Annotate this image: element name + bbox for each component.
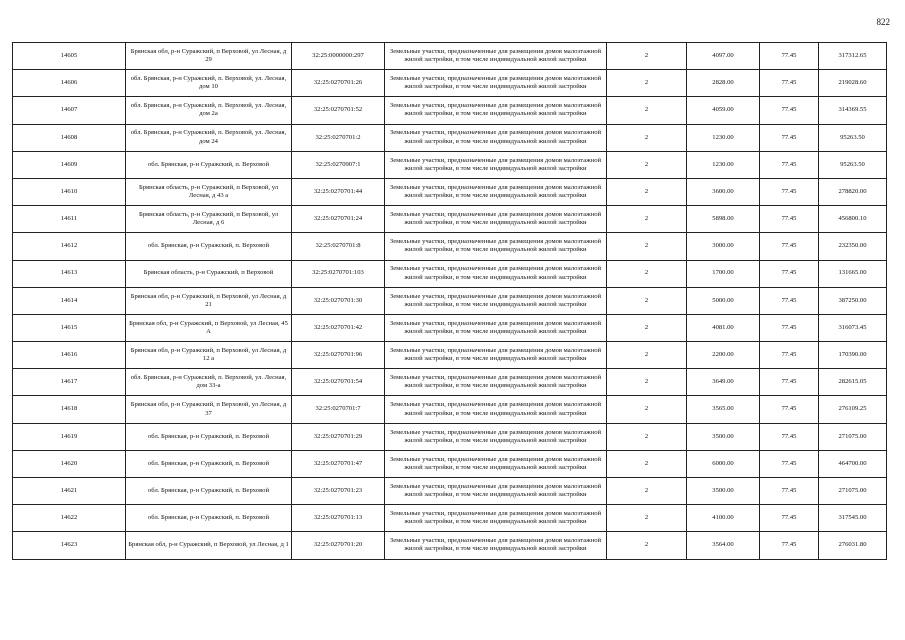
specific-value-cell: 77.45	[760, 206, 819, 233]
address-cell: Брянская обл, р-н Суражский, п Верховой, ул Лесная, д 37	[126, 396, 292, 423]
record-number-cell: 14606	[13, 70, 126, 97]
group-cell: 2	[607, 178, 687, 205]
table-row	[13, 396, 887, 423]
cadastral-value-cell: 219028.60	[819, 70, 887, 97]
area-cell: 3500.00	[687, 423, 760, 450]
specific-value-cell: 77.45	[760, 233, 819, 260]
specific-value-cell: 77.45	[760, 70, 819, 97]
cadastral-value-cell: 314369.55	[819, 97, 887, 124]
cadastral-value-cell: 464700.00	[819, 450, 887, 477]
record-number-cell: 14620	[13, 450, 126, 477]
cadastral-number-cell: 32:25:0270701:42	[292, 314, 385, 341]
land-use-cell: Земельные участки, предназначенные для размещения домов малоэтажной жилой застройки, в том числе индивидуальной жилой застройки	[385, 423, 607, 450]
table-row	[13, 151, 887, 178]
group-cell: 2	[607, 314, 687, 341]
cadastral-value-cell: 278820.00	[819, 178, 887, 205]
group-cell: 2	[607, 423, 687, 450]
table-row	[13, 532, 887, 559]
area-cell: 2828.00	[687, 70, 760, 97]
cadastral-number-cell: 32:25:0270701:23	[292, 478, 385, 505]
land-use-cell: Земельные участки, предназначенные для размещения домов малоэтажной жилой застройки, в том числе индивидуальной жилой застройки	[385, 314, 607, 341]
area-cell: 2200.00	[687, 342, 760, 369]
area-cell: 4097.00	[687, 43, 760, 70]
group-cell: 2	[607, 396, 687, 423]
table-row	[13, 97, 887, 124]
table-body	[13, 43, 887, 560]
land-use-cell: Земельные участки, предназначенные для размещения домов малоэтажной жилой застройки, в том числе индивидуальной жилой застройки	[385, 260, 607, 287]
area-cell: 3600.00	[687, 178, 760, 205]
land-use-cell: Земельные участки, предназначенные для размещения домов малоэтажной жилой застройки, в том числе индивидуальной жилой застройки	[385, 70, 607, 97]
address-cell: обл. Брянская, р-н Суражский, п. Верховой	[126, 450, 292, 477]
land-use-cell: Земельные участки, предназначенные для размещения домов малоэтажной жилой застройки, в том числе индивидуальной жилой застройки	[385, 178, 607, 205]
address-cell: Брянская область, р-н Суражский, п Верховой, ул Лесная, д 6	[126, 206, 292, 233]
specific-value-cell: 77.45	[760, 450, 819, 477]
record-number-cell: 14607	[13, 97, 126, 124]
record-number-cell: 14615	[13, 314, 126, 341]
land-use-cell: Земельные участки, предназначенные для размещения домов малоэтажной жилой застройки, в том числе индивидуальной жилой застройки	[385, 532, 607, 559]
group-cell: 2	[607, 97, 687, 124]
table-row	[13, 450, 887, 477]
group-cell: 2	[607, 478, 687, 505]
table-row	[13, 287, 887, 314]
table-row	[13, 260, 887, 287]
specific-value-cell: 77.45	[760, 151, 819, 178]
group-cell: 2	[607, 342, 687, 369]
address-cell: обл. Брянская, р-н Суражский, п. Верховой	[126, 233, 292, 260]
specific-value-cell: 77.45	[760, 532, 819, 559]
area-cell: 3000.00	[687, 233, 760, 260]
address-cell: Брянская обл, р-н Суражский, п Верховой, ул Лесная, д 29	[126, 43, 292, 70]
address-cell: Брянская обл, р-н Суражский, п Верховой, ул Лесная, д 12 а	[126, 342, 292, 369]
address-cell: обл. Брянская, р-н Суражский, п. Верховой, ул. Лесная, дом 24	[126, 124, 292, 151]
group-cell: 2	[607, 369, 687, 396]
table-row	[13, 314, 887, 341]
cadastral-number-cell: 32:25:0270907:1	[292, 151, 385, 178]
record-number-cell: 14619	[13, 423, 126, 450]
record-number-cell: 14617	[13, 369, 126, 396]
address-cell: обл. Брянская, р-н Суражский, п. Верховой	[126, 505, 292, 532]
land-use-cell: Земельные участки, предназначенные для размещения домов малоэтажной жилой застройки, в том числе индивидуальной жилой застройки	[385, 478, 607, 505]
land-use-cell: Земельные участки, предназначенные для размещения домов малоэтажной жилой застройки, в том числе индивидуальной жилой застройки	[385, 342, 607, 369]
group-cell: 2	[607, 287, 687, 314]
address-cell: Брянская обл, р-н Суражский, п Верховой, ул Лесная, д 1	[126, 532, 292, 559]
record-number-cell: 14611	[13, 206, 126, 233]
table-row	[13, 178, 887, 205]
record-number-cell: 14618	[13, 396, 126, 423]
area-cell: 1230.00	[687, 124, 760, 151]
cadastral-number-cell: 32:25:0270701:2	[292, 124, 385, 151]
cadastral-number-cell: 32:25:0270701:29	[292, 423, 385, 450]
cadastral-value-cell: 387250.00	[819, 287, 887, 314]
specific-value-cell: 77.45	[760, 287, 819, 314]
specific-value-cell: 77.45	[760, 260, 819, 287]
land-use-cell: Земельные участки, предназначенные для размещения домов малоэтажной жилой застройки, в том числе индивидуальной жилой застройки	[385, 43, 607, 70]
record-number-cell: 14616	[13, 342, 126, 369]
address-cell: обл. Брянская, р-н Суражский, п. Верховой, ул. Лесная, дом 33-а	[126, 369, 292, 396]
cadastral-number-cell: 32:25:0270701:26	[292, 70, 385, 97]
area-cell: 6000.00	[687, 450, 760, 477]
cadastral-value-cell: 456800.10	[819, 206, 887, 233]
cadastral-number-cell: 32:25:0270701:24	[292, 206, 385, 233]
cadastral-number-cell: 32:25:0270701:8	[292, 233, 385, 260]
land-use-cell: Земельные участки, предназначенные для размещения домов малоэтажной жилой застройки, в том числе индивидуальной жилой застройки	[385, 450, 607, 477]
group-cell: 2	[607, 151, 687, 178]
area-cell: 3649.00	[687, 369, 760, 396]
cadastral-value-cell: 95263.50	[819, 151, 887, 178]
land-use-cell: Земельные участки, предназначенные для размещения домов малоэтажной жилой застройки, в том числе индивидуальной жилой застройки	[385, 396, 607, 423]
table-row	[13, 233, 887, 260]
cadastral-value-cell: 271075.00	[819, 478, 887, 505]
cadastral-number-cell: 32:25:0270701:30	[292, 287, 385, 314]
record-number-cell: 14622	[13, 505, 126, 532]
land-use-cell: Земельные участки, предназначенные для размещения домов малоэтажной жилой застройки, в том числе индивидуальной жилой застройки	[385, 206, 607, 233]
group-cell: 2	[607, 206, 687, 233]
group-cell: 2	[607, 532, 687, 559]
area-cell: 5000.00	[687, 287, 760, 314]
specific-value-cell: 77.45	[760, 178, 819, 205]
land-use-cell: Земельные участки, предназначенные для размещения домов малоэтажной жилой застройки, в том числе индивидуальной жилой застройки	[385, 369, 607, 396]
land-use-cell: Земельные участки, предназначенные для размещения домов малоэтажной жилой застройки, в том числе индивидуальной жилой застройки	[385, 97, 607, 124]
address-cell: обл. Брянская, р-н Суражский, п. Верховой, ул. Лесная, дом 10	[126, 70, 292, 97]
cadastral-number-cell: 32:25:0270701:20	[292, 532, 385, 559]
area-cell: 1700.00	[687, 260, 760, 287]
table-row	[13, 369, 887, 396]
cadastral-value-table	[12, 42, 887, 560]
area-cell: 4059.00	[687, 97, 760, 124]
cadastral-value-cell: 170390.00	[819, 342, 887, 369]
group-cell: 2	[607, 450, 687, 477]
address-cell: обл. Брянская, р-н Суражский, п. Верховой	[126, 423, 292, 450]
land-use-cell: Земельные участки, предназначенные для размещения домов малоэтажной жилой застройки, в том числе индивидуальной жилой застройки	[385, 233, 607, 260]
record-number-cell: 14610	[13, 178, 126, 205]
table-row	[13, 124, 887, 151]
area-cell: 3565.00	[687, 396, 760, 423]
page-number: 822	[876, 17, 890, 27]
area-cell: 4081.00	[687, 314, 760, 341]
address-cell: обл. Брянская, р-н Суражский, п. Верховой, ул. Лесная, дом 2а	[126, 97, 292, 124]
specific-value-cell: 77.45	[760, 478, 819, 505]
table-row	[13, 43, 887, 70]
cadastral-number-cell: 32:25:0270701:44	[292, 178, 385, 205]
area-cell: 1230.00	[687, 151, 760, 178]
cadastral-number-cell: 32:25:0270701:13	[292, 505, 385, 532]
area-cell: 4100.00	[687, 505, 760, 532]
specific-value-cell: 77.45	[760, 342, 819, 369]
record-number-cell: 14623	[13, 532, 126, 559]
group-cell: 2	[607, 43, 687, 70]
record-number-cell: 14621	[13, 478, 126, 505]
area-cell: 3500.00	[687, 478, 760, 505]
address-cell: Брянская область, р-н Суражский, п Верховой	[126, 260, 292, 287]
specific-value-cell: 77.45	[760, 97, 819, 124]
group-cell: 2	[607, 260, 687, 287]
table-row	[13, 478, 887, 505]
record-number-cell: 14608	[13, 124, 126, 151]
cadastral-value-cell: 95263.50	[819, 124, 887, 151]
address-cell: Брянская область, р-н Суражский, п Верховой, ул Лесная, д 43 а	[126, 178, 292, 205]
cadastral-value-cell: 131665.00	[819, 260, 887, 287]
cadastral-number-cell: 32:25:0270701:47	[292, 450, 385, 477]
land-use-cell: Земельные участки, предназначенные для размещения домов малоэтажной жилой застройки, в том числе индивидуальной жилой застройки	[385, 124, 607, 151]
specific-value-cell: 77.45	[760, 505, 819, 532]
address-cell: обл. Брянская, р-н Суражский, п. Верховой	[126, 151, 292, 178]
table-row	[13, 206, 887, 233]
cadastral-value-cell: 271075.00	[819, 423, 887, 450]
record-number-cell: 14614	[13, 287, 126, 314]
record-number-cell: 14609	[13, 151, 126, 178]
land-use-cell: Земельные участки, предназначенные для размещения домов малоэтажной жилой застройки, в том числе индивидуальной жилой застройки	[385, 505, 607, 532]
cadastral-number-cell: 32:25:0270701:52	[292, 97, 385, 124]
specific-value-cell: 77.45	[760, 369, 819, 396]
specific-value-cell: 77.45	[760, 124, 819, 151]
cadastral-value-cell: 317545.00	[819, 505, 887, 532]
land-use-cell: Земельные участки, предназначенные для размещения домов малоэтажной жилой застройки, в том числе индивидуальной жилой застройки	[385, 287, 607, 314]
table-row	[13, 423, 887, 450]
area-cell: 3564.00	[687, 532, 760, 559]
cadastral-value-cell: 282615.05	[819, 369, 887, 396]
cadastral-number-cell: 32:25:0270701:7	[292, 396, 385, 423]
specific-value-cell: 77.45	[760, 43, 819, 70]
specific-value-cell: 77.45	[760, 314, 819, 341]
address-cell: Брянская обл, р-н Суражский, п Верховой, ул Лесная, д 21	[126, 287, 292, 314]
cadastral-number-cell: 32:25:0270701:103	[292, 260, 385, 287]
group-cell: 2	[607, 124, 687, 151]
record-number-cell: 14612	[13, 233, 126, 260]
record-number-cell: 14605	[13, 43, 126, 70]
cadastral-value-cell: 276109.25	[819, 396, 887, 423]
address-cell: обл. Брянская, р-н Суражский, п. Верховой	[126, 478, 292, 505]
area-cell: 5898.00	[687, 206, 760, 233]
group-cell: 2	[607, 70, 687, 97]
cadastral-value-cell: 276031.80	[819, 532, 887, 559]
specific-value-cell: 77.45	[760, 423, 819, 450]
cadastral-value-cell: 316073.45	[819, 314, 887, 341]
table-row	[13, 505, 887, 532]
land-use-cell: Земельные участки, предназначенные для размещения домов малоэтажной жилой застройки, в том числе индивидуальной жилой застройки	[385, 151, 607, 178]
group-cell: 2	[607, 505, 687, 532]
cadastral-number-cell: 32:25:0000000:297	[292, 43, 385, 70]
cadastral-number-cell: 32:25:0270701:96	[292, 342, 385, 369]
group-cell: 2	[607, 233, 687, 260]
cadastral-value-cell: 317312.65	[819, 43, 887, 70]
cadastral-number-cell: 32:25:0270701:54	[292, 369, 385, 396]
record-number-cell: 14613	[13, 260, 126, 287]
address-cell: Брянская обл, р-н Суражский, п Верховой, ул Лесная, 45 А	[126, 314, 292, 341]
table-row	[13, 70, 887, 97]
table-row	[13, 342, 887, 369]
specific-value-cell: 77.45	[760, 396, 819, 423]
cadastral-value-cell: 232350.00	[819, 233, 887, 260]
